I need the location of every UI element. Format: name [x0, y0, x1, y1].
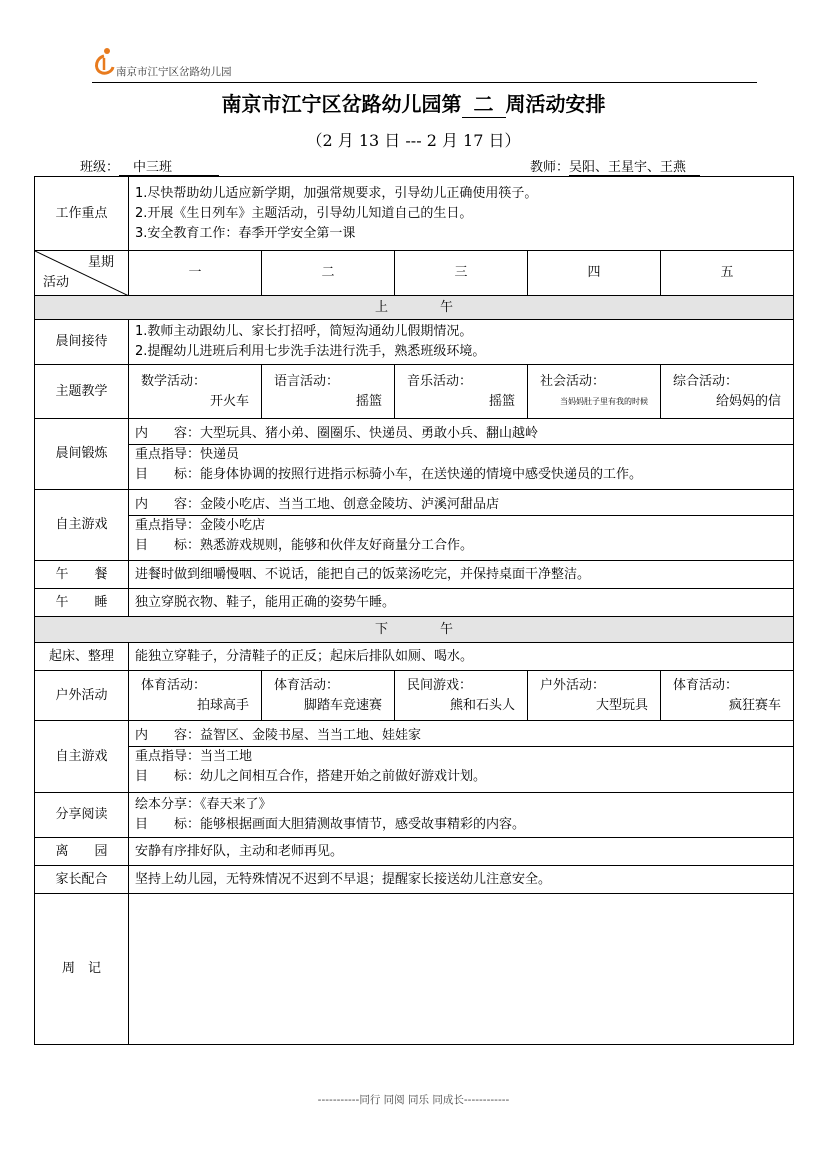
school-name-small: 南京市江宁区岔路幼儿园 [116, 66, 232, 78]
free-play-pm-label: 自主游戏 [35, 721, 129, 793]
outdoor-row [35, 671, 794, 721]
activity-type: 语言活动： [274, 373, 340, 389]
focus-row [35, 177, 794, 251]
page-footer: -----------同行 同阅 同乐 同成长------------ [317, 1094, 510, 1106]
exercise-row [35, 419, 794, 490]
reading-content [129, 793, 794, 838]
exercise-focus-line: 重点指导：快递员 [129, 444, 793, 465]
activity-name: 摇篮 [355, 393, 382, 409]
theme-cell [262, 365, 395, 419]
activity-name: 脚踏车竞速赛 [303, 697, 382, 713]
nap-row [35, 589, 794, 617]
nap-label: 午 睡 [35, 589, 129, 617]
reading-label: 分享阅读 [35, 793, 129, 838]
activity-name: 大型玩具 [595, 697, 648, 713]
theme-cell [661, 365, 794, 419]
title-suffix: 周活动安排 [505, 92, 606, 116]
lunch-row [35, 561, 794, 589]
reading-book-line: 绘本分享：《春天来了》 [135, 797, 272, 812]
school-logo-icon [92, 46, 116, 76]
leave-label: 离 园 [35, 838, 129, 866]
free-play-goal-line: 目 标：幼儿之间相互合作，搭建开始之前做好游戏计划。 [135, 769, 487, 784]
week-number: 二 [462, 88, 506, 118]
outdoor-cell [395, 671, 528, 721]
reception-label: 晨间接待 [35, 320, 129, 365]
free-play-am-content [129, 490, 794, 561]
afternoon-section-label: 下 午 [35, 617, 794, 643]
theme-cell [129, 365, 262, 419]
free-play-content-line: 内 容：益智区、金陵书屋、当当工地、娃娃家 [135, 728, 422, 743]
wakeup-text: 能独立穿鞋子，分清鞋子的正反；起床后排队如厕、喝水。 [129, 643, 794, 671]
outdoor-cell [129, 671, 262, 721]
day-header: 三 [395, 251, 528, 296]
free-play-am-label: 自主游戏 [35, 490, 129, 561]
date-range: （2 月 13 日 --- 2 月 17 日） [306, 131, 521, 150]
weekly-notes-row [35, 894, 794, 1045]
teacher-value: 吴阳、王星宇、王燕 [569, 156, 700, 176]
exercise-content [129, 419, 794, 490]
nap-text: 独立穿脱衣物、鞋子，能用正确的姿势午睡。 [129, 589, 794, 617]
day-header: 四 [528, 251, 661, 296]
free-play-pm-row [35, 721, 794, 793]
activity-name: 开火车 [209, 393, 249, 409]
activity-type: 社会活动： [540, 373, 606, 389]
parents-text: 坚持上幼儿园，无特殊情况不迟到不早退；提醒家长接送幼儿注意安全。 [129, 866, 794, 894]
free-play-pm-content [129, 721, 794, 793]
class-value: 中三班 [119, 156, 219, 176]
activity-name: 给妈妈的信 [716, 393, 782, 409]
theme-cell [528, 365, 661, 419]
activity-name: 熊和石头人 [449, 697, 515, 713]
class-info [80, 156, 219, 176]
focus-line: 1.尽快帮助幼儿适应新学期，加强常规要求，引导幼儿正确使用筷子。 [135, 185, 538, 201]
activity-type: 综合活动： [673, 373, 739, 389]
exercise-goal-line: 目 标：能身体协调的按照行进指示标骑小车，在送快递的情境中感受快递员的工作。 [135, 466, 643, 482]
exercise-label: 晨间锻炼 [35, 419, 129, 490]
morning-section-row [35, 296, 794, 320]
teacher-label: 教师： [530, 160, 570, 175]
leave-row [35, 838, 794, 866]
reading-row [35, 793, 794, 838]
weekly-notes-label: 周 记 [35, 894, 129, 1045]
activity-type: 户外活动： [540, 677, 606, 693]
leave-text: 安静有序排好队，主动和老师再见。 [129, 838, 794, 866]
diagonal-header-cell [35, 251, 129, 296]
lunch-label: 午 餐 [35, 561, 129, 589]
outdoor-cell [528, 671, 661, 721]
activity-type: 数学活动： [141, 373, 207, 389]
day-header: 一 [129, 251, 262, 296]
free-play-am-row [35, 490, 794, 561]
activity-type: 体育活动： [673, 677, 739, 693]
focus-line: 3.安全教育工作：春季开学安全第一课 [135, 225, 356, 241]
outdoor-label: 户外活动 [35, 671, 129, 721]
day-header: 二 [262, 251, 395, 296]
afternoon-section-row [35, 617, 794, 643]
theme-label: 主题教学 [35, 365, 129, 419]
activity-name: 摇篮 [488, 393, 515, 409]
day-header: 五 [661, 251, 794, 296]
exercise-content-line: 内 容：大型玩具、猪小弟、圈圈乐、快递员、勇敢小兵、翻山越岭 [135, 425, 539, 441]
activity-type: 民间游戏： [407, 677, 473, 693]
theme-row [35, 365, 794, 419]
reception-row [35, 320, 794, 365]
outdoor-cell [661, 671, 794, 721]
activity-axis-label: 活动 [43, 275, 70, 290]
outdoor-cell [262, 671, 395, 721]
activity-type: 体育活动： [274, 677, 340, 693]
free-play-goal-line: 目 标：熟悉游戏规则，能够和伙伴友好商量分工合作。 [135, 537, 474, 553]
class-label: 班级： [80, 160, 120, 175]
free-play-focus-line: 重点指导：当当工地 [129, 746, 793, 767]
page-header [92, 46, 757, 83]
activity-name: 拍球高手 [196, 697, 249, 713]
schedule-table [34, 176, 794, 1045]
reception-content [129, 320, 794, 365]
weekly-notes-content[interactable] [129, 894, 794, 1045]
weekday-axis-label: 星期 [87, 255, 114, 270]
morning-section-label: 上 午 [35, 296, 794, 320]
parents-label: 家长配合 [35, 866, 129, 894]
activity-type: 体育活动： [141, 677, 207, 693]
activity-name: 疯狂赛车 [729, 697, 782, 713]
free-play-focus-line: 重点指导：金陵小吃店 [129, 515, 793, 536]
activity-type: 音乐活动： [407, 373, 473, 389]
focus-line: 2.开展《生日列车》主题活动，引导幼儿知道自己的生日。 [135, 205, 473, 221]
activity-name: 当妈妈肚子里有我的时候 [560, 396, 648, 406]
weekday-header-row [35, 251, 794, 296]
focus-content [129, 177, 794, 251]
lunch-text: 进餐时做到细嚼慢咽、不说话，能把自己的饭菜汤吃完，并保持桌面干净整洁。 [129, 561, 794, 589]
parents-row [35, 866, 794, 894]
free-play-content-line: 内 容：金陵小吃店、当当工地、创意金陵坊、泸溪河甜品店 [135, 496, 500, 512]
wakeup-label: 起床、整理 [35, 643, 129, 671]
teacher-info [530, 156, 700, 176]
page-title [0, 88, 827, 118]
wakeup-row [35, 643, 794, 671]
reading-goal-line: 目 标：能够根据画面大胆猜测故事情节，感受故事精彩的内容。 [135, 817, 526, 832]
title-prefix: 南京市江宁区岔路幼儿园第 [221, 92, 462, 116]
focus-label: 工作重点 [35, 177, 129, 251]
reception-line: 2.提醒幼儿进班后利用七步洗手法进行洗手，熟悉班级环境。 [135, 344, 486, 359]
reception-line: 1.教师主动跟幼儿、家长打招呼，简短沟通幼儿假期情况。 [135, 324, 473, 339]
theme-cell [395, 365, 528, 419]
